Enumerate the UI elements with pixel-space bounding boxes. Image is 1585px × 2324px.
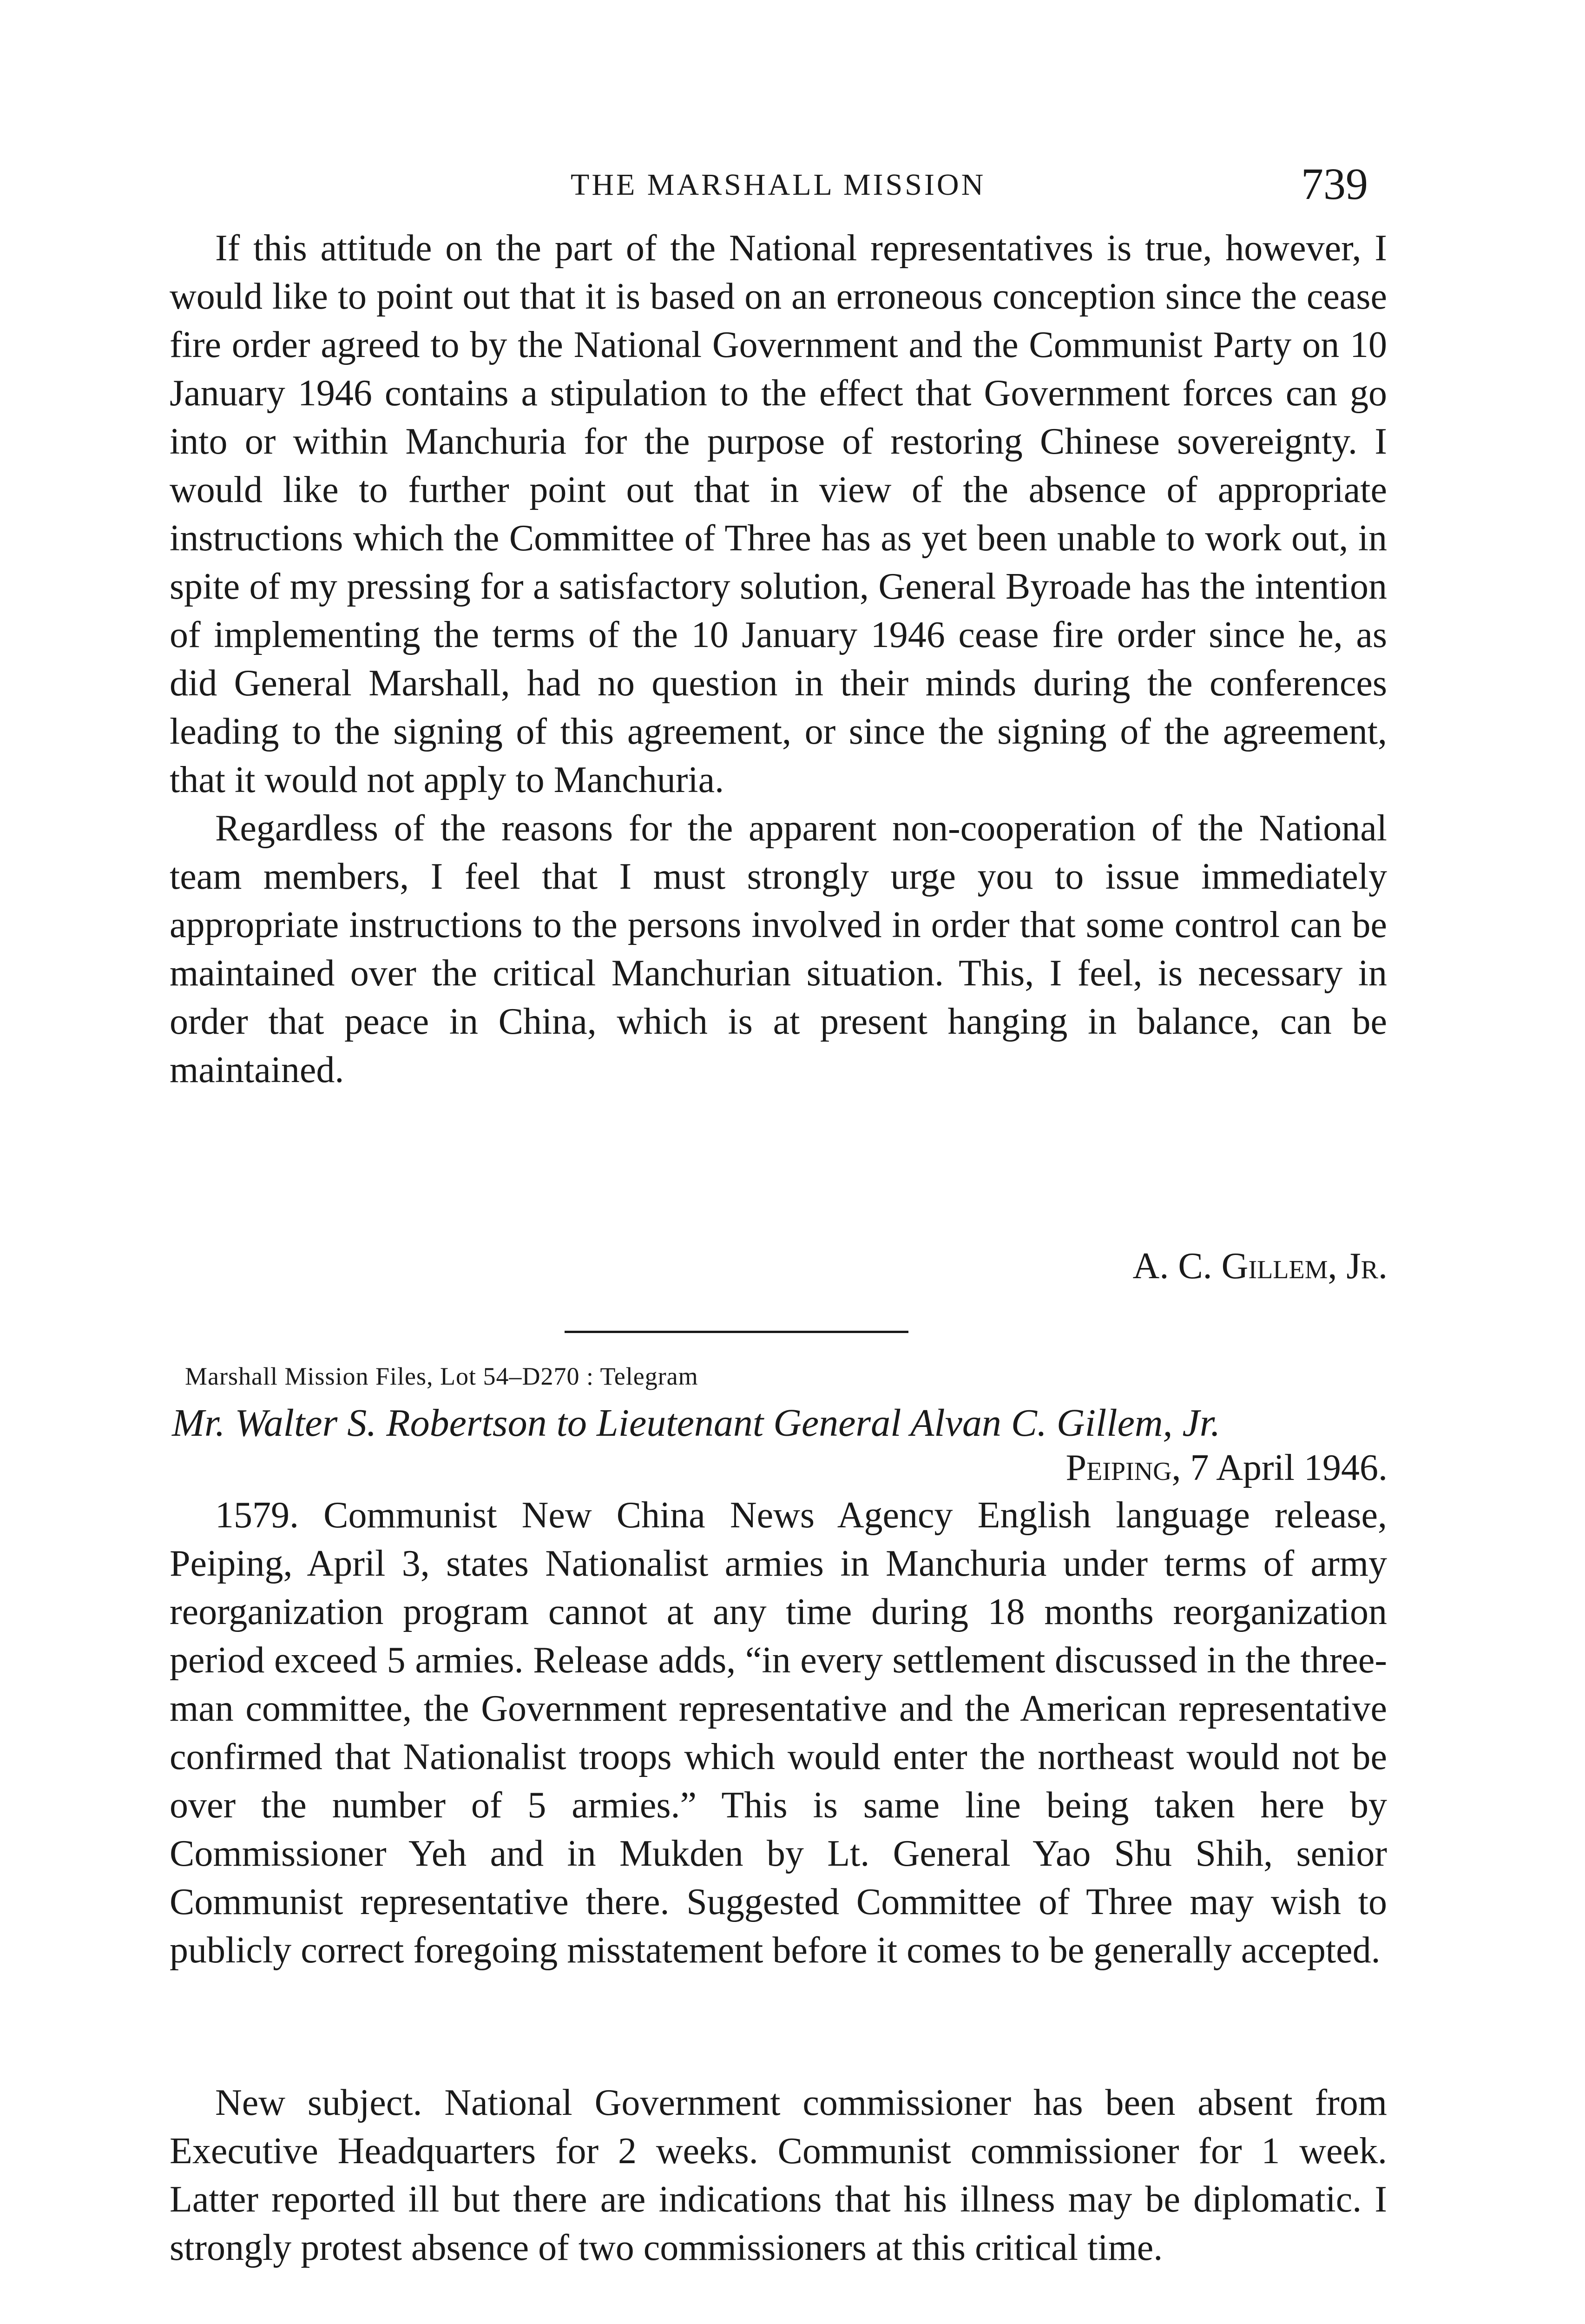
signature: A. C. Gillem, Jr.: [1132, 1246, 1388, 1287]
paragraph: Regardless of the reasons for the apparent non-cooperation of the National team members, I feel that I must strongly urge you to issue immediately appropriate instructions to the persons involved in order that some control can be maintained over the critical Manchurian situation. This, I feel, is necessary in order that peace in China, which is at present hanging in balance, can be maintained.: [170, 808, 1387, 1090]
dateline: [1066, 1449, 1388, 1486]
telegram-body: [170, 1491, 1387, 1974]
paragraph: If this attitude on the part of the National representatives is true, however, I would like to point out that it is based on an erroneous conception since the cease fire order agreed to by the National Government and the Communist Party on 10 January 1946 contains a stipulation to the effect that Government forces can go into or within Manchuria for the purpose of restoring Chinese sovereignty. I would like to further point out that in view of the absence of appropriate instructions which the Committee of Three has as yet been unable to work out, in spite of my pressing for a satisfactory solution, General Byroade has the intention of implementing the terms of the 10 January 1946 cease fire order since he, as did General Marshall, had no question in their minds during the conferences leading to the signing of this agreement, or since the signing of the agreement, that it would not apply to Manchuria.: [170, 228, 1387, 800]
letter-body: [170, 224, 1387, 1094]
section-divider: [565, 1331, 908, 1333]
paragraph: 1579. Communist New China News Agency English language release, Peiping, April 3, states Nationalist armies in Manchuria under terms of army reorganization program cannot at any time during 18 months reorganization period exceed 5 armies. Release adds, “in every settlement discussed in the three-man committee, the Government representative and the American representative confirmed that Nationalist troops which would enter the northeast would not be over the number of 5 armies.” This is same line being taken here by Commissioner Yeh and in Mukden by Lt. General Yao Shu Shih, senior Communist representative there. Suggested Committee of Three may wish to publicly correct foregoing misstatement before it comes to be generally accepted.: [170, 1495, 1387, 1971]
document-title: Mr. Walter S. Robertson to Lieutenant General Alvan C. Gillem, Jr.: [172, 1401, 1221, 1445]
dateline-place: Peiping: [1065, 1447, 1172, 1488]
paragraph: New subject. National Government commissioner has been absent from Executive Headquarters for 2 weeks. Communist commissioner for 1 week. Latter reported ill but there are indications that his illness may be diplomatic. I strongly protest absence of two commissioners at this critical time.: [170, 2082, 1387, 2268]
running-header: THE MARSHALL MISSION: [571, 168, 986, 202]
page-number: 739: [1301, 159, 1368, 209]
source-citation: Marshall Mission Files, Lot 54–D270 : Telegram: [185, 1362, 698, 1390]
dateline-date: , 7 April 1946.: [1171, 1447, 1388, 1488]
telegram-body-continued: [170, 2079, 1387, 2272]
